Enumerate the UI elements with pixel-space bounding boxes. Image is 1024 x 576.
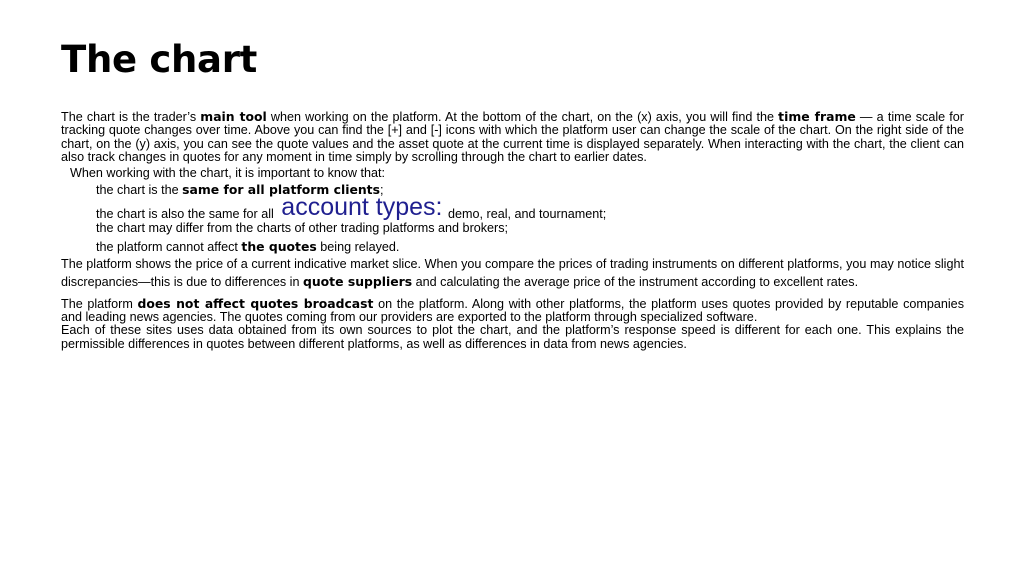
list-item xyxy=(96,183,964,197)
large-account-types: account types: xyxy=(281,193,443,222)
list-item xyxy=(96,193,964,222)
text-run: The platform shows the price of a current indicative market slice. When you compare the prices of trading instruments on different platforms, you may notice slight discrepancies—this is due to differences in xyxy=(61,256,964,289)
bullet-list xyxy=(61,183,964,255)
text-run: the chart is also the same for all xyxy=(96,207,278,222)
paragraph-data-sources: Each of these sites uses data obtained from its own sources to plot the chart, and the platform’s response speed is different for each one. This explains the permissible differences in quotes between different platforms, as well as differences in data from news agencies. xyxy=(61,323,964,351)
text-run: when working on the platform. At the bottom of the chart, on the (x) axis, you will find the xyxy=(266,110,779,124)
paragraph-chart-overview xyxy=(61,110,964,165)
paragraph-price-slice xyxy=(61,256,964,291)
bold-same-for-all: same for all platform clients xyxy=(182,182,380,198)
list-item xyxy=(96,240,964,254)
text-run: The platform xyxy=(61,296,138,311)
intro-line: When working with the chart, it is important to know that: xyxy=(70,165,385,180)
bold-the-quotes: the quotes xyxy=(241,239,317,255)
bold-does-not-affect: does not affect quotes broadcast xyxy=(137,295,374,311)
text-run: The chart is the trader’s xyxy=(61,110,201,124)
slide-body xyxy=(61,110,964,351)
text-run: on the platform. Along with other platforms, the platform uses quotes provided by reputable companies and leading news agencies. The quotes coming from our providers are exported to the platform through specialized software. xyxy=(61,296,964,325)
bold-quote-suppliers: quote suppliers xyxy=(302,273,413,289)
bold-time-frame: time frame xyxy=(778,109,856,124)
text-run: — a time scale for tracking quote changes over time. Above you can find the [+] and [-] icons with which the platform user can change the scale of the chart. On the right side of the chart, on the (y) axis, you can see the quote values and the asset quote at the current time is displayed separately. When interacting with the chart, the client can also track changes in quotes for any moment in time simply by scrolling through the chart to earlier dates. xyxy=(61,110,965,165)
slide-title: The chart xyxy=(61,38,258,81)
text-run: the platform cannot affect xyxy=(96,240,242,255)
text-run: the chart may differ from the charts of other trading platforms and brokers; xyxy=(96,220,509,235)
bold-main-tool: main tool xyxy=(200,109,267,124)
text-run: ; xyxy=(379,183,384,198)
text-run: the chart is the xyxy=(96,183,183,198)
text-run: demo, real, and tournament; xyxy=(444,207,607,222)
text-run: and calculating the average price of the instrument according to excellent rates. xyxy=(412,274,859,289)
text-run: being relayed. xyxy=(316,240,400,255)
list-item xyxy=(96,222,964,235)
paragraph-quotes-broadcast xyxy=(61,297,964,325)
